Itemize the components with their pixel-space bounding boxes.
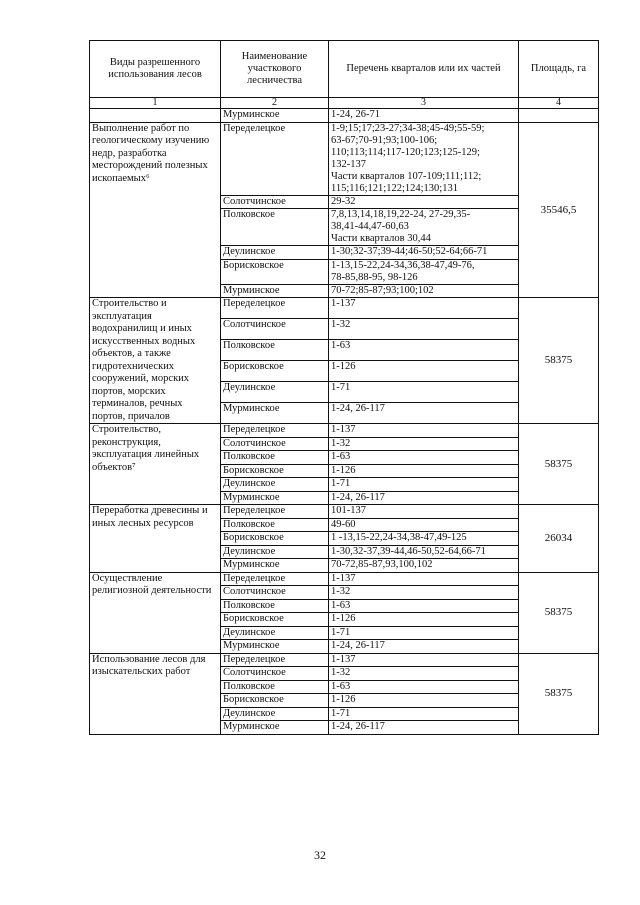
land-use-table — [89, 40, 599, 735]
quarters-cell: 1-24, 26-117 — [329, 491, 519, 505]
quarters-cell: 1-71 — [329, 626, 519, 640]
forestry-cell: Борисковское — [221, 259, 329, 284]
forestry-cell: Мурминское — [221, 559, 329, 573]
quarters-cell: 101-137 — [329, 505, 519, 519]
quarters-cell: 1-137 — [329, 298, 519, 319]
forestry-cell: Переделецкое — [221, 122, 329, 195]
quarters-cell: 1-30;32-37;39-44;46-50;52-64;66-71 — [329, 246, 519, 260]
header-row — [90, 41, 599, 98]
use-type-cell — [90, 109, 221, 123]
quarters-cell: 1-71 — [329, 478, 519, 492]
column-number: 2 — [221, 98, 329, 109]
quarters-cell: 70-72,85-87,93,100,102 — [329, 559, 519, 573]
use-type-cell: Осуществление религиозной деятельности — [90, 572, 221, 653]
forestry-cell: Переделецкое — [221, 653, 329, 667]
forestry-cell: Мурминское — [221, 491, 329, 505]
quarters-cell: 1-24, 26-117 — [329, 640, 519, 654]
quarters-cell: 1-24, 26-117 — [329, 721, 519, 735]
quarters-cell: 1-13,15-22,24-34,36,38-47,49-76, 78-85,88-95, 98-126 — [329, 259, 519, 284]
forestry-cell: Борисковское — [221, 694, 329, 708]
forestry-cell: Деулинское — [221, 626, 329, 640]
forestry-cell: Полковское — [221, 599, 329, 613]
forestry-cell: Борисковское — [221, 464, 329, 478]
table-row — [90, 572, 599, 586]
quarters-cell: 1-30,32-37,39-44,46-50,52-64,66-71 — [329, 545, 519, 559]
quarters-cell: 1-126 — [329, 613, 519, 627]
forestry-cell: Борисковское — [221, 361, 329, 382]
forestry-cell: Солотчинское — [221, 586, 329, 600]
forestry-cell: Полковское — [221, 451, 329, 465]
use-type-cell: Строительство, реконструкция, эксплуатация линейных объектов⁷ — [90, 424, 221, 505]
forestry-cell: Полковское — [221, 209, 329, 246]
quarters-cell: 1-32 — [329, 586, 519, 600]
quarters-cell: 1-126 — [329, 361, 519, 382]
column-number: 4 — [519, 98, 599, 109]
quarters-cell: 1-32 — [329, 667, 519, 681]
quarters-cell: 1-63 — [329, 599, 519, 613]
forestry-cell: Деулинское — [221, 246, 329, 260]
table-row — [90, 298, 599, 319]
use-type-cell: Строительство и эксплуатация водохранилищ и иных искусственных водных объектов, а также гидротехнических сооружений, морских портов, морских терминалов, речных портов, причалов — [90, 298, 221, 424]
quarters-cell: 1-71 — [329, 382, 519, 403]
forestry-cell: Мурминское — [221, 109, 329, 123]
forestry-cell: Переделецкое — [221, 298, 329, 319]
table-row — [90, 505, 599, 519]
forestry-cell: Переделецкое — [221, 505, 329, 519]
quarters-cell: 1-32 — [329, 437, 519, 451]
forestry-cell: Мурминское — [221, 721, 329, 735]
column-number: 3 — [329, 98, 519, 109]
quarters-cell: 1-126 — [329, 694, 519, 708]
quarters-cell: 1-63 — [329, 340, 519, 361]
column-number-row — [90, 98, 599, 109]
quarters-cell: 1-63 — [329, 680, 519, 694]
quarters-cell: 1-63 — [329, 451, 519, 465]
forestry-cell: Мурминское — [221, 403, 329, 424]
forestry-cell: Полковское — [221, 340, 329, 361]
use-type-cell: Переработка древесины и иных лесных ресурсов — [90, 505, 221, 573]
forestry-cell: Переделецкое — [221, 424, 329, 438]
quarters-cell: 1-32 — [329, 319, 519, 340]
forestry-cell: Полковское — [221, 518, 329, 532]
table-row — [90, 109, 599, 123]
column-number: 1 — [90, 98, 221, 109]
forestry-cell: Мурминское — [221, 284, 329, 298]
forestry-cell: Борисковское — [221, 532, 329, 546]
quarters-cell: 7,8,13,14,18,19,22-24, 27-29,35- 38,41-44,47-60,63 Части кварталов 30,44 — [329, 209, 519, 246]
forestry-cell: Борисковское — [221, 613, 329, 627]
forestry-cell: Переделецкое — [221, 572, 329, 586]
forestry-cell: Солотчинское — [221, 667, 329, 681]
area-cell: 26034 — [519, 505, 599, 573]
header-area: Площадь, га — [519, 41, 599, 98]
header-use-type: Виды разрешенного использования лесов — [90, 41, 221, 98]
table-row — [90, 122, 599, 195]
quarters-cell: 1-126 — [329, 464, 519, 478]
header-forestry: Наименование участкового лесничества — [221, 41, 329, 98]
forestry-cell: Солотчинское — [221, 195, 329, 209]
forestry-cell: Мурминское — [221, 640, 329, 654]
quarters-cell: 49-60 — [329, 518, 519, 532]
area-cell: 58375 — [519, 653, 599, 734]
quarters-cell: 29-32 — [329, 195, 519, 209]
table-row — [90, 424, 599, 438]
forestry-cell: Деулинское — [221, 478, 329, 492]
quarters-cell: 1 -13,15-22,24-34,38-47,49-125 — [329, 532, 519, 546]
quarters-cell: 1-137 — [329, 653, 519, 667]
forestry-cell: Деулинское — [221, 545, 329, 559]
quarters-cell: 1-137 — [329, 572, 519, 586]
page-number: 32 — [314, 848, 326, 862]
area-cell: 35546,5 — [519, 122, 599, 298]
quarters-cell: 1-24, 26-117 — [329, 403, 519, 424]
header-quarters: Перечень кварталов или их частей — [329, 41, 519, 98]
forestry-cell: Деулинское — [221, 382, 329, 403]
forestry-cell: Солотчинское — [221, 319, 329, 340]
area-cell — [519, 109, 599, 123]
quarters-cell: 1-71 — [329, 707, 519, 721]
quarters-cell: 1-24, 26-71 — [329, 109, 519, 123]
area-cell: 58375 — [519, 572, 599, 653]
quarters-cell: 1-137 — [329, 424, 519, 438]
forestry-cell: Солотчинское — [221, 437, 329, 451]
table-row — [90, 653, 599, 667]
area-cell: 58375 — [519, 424, 599, 505]
forestry-cell: Деулинское — [221, 707, 329, 721]
use-type-cell: Использование лесов для изыскательских работ — [90, 653, 221, 734]
quarters-cell: 70-72;85-87;93;100;102 — [329, 284, 519, 298]
use-type-cell: Выполнение работ по геологическому изучению недр, разработка месторождений полезных ископаемых⁶ — [90, 122, 221, 298]
area-cell: 58375 — [519, 298, 599, 424]
forestry-cell: Полковское — [221, 680, 329, 694]
quarters-cell: 1-9;15;17;23-27;34-38;45-49;55-59; 63-67;70-91;93;100-106; 110;113;114;117-120;123;125-129; 132-137 Части кварталов 107-109;111;112; 115;116;121;122;124;130;131 — [329, 122, 519, 195]
